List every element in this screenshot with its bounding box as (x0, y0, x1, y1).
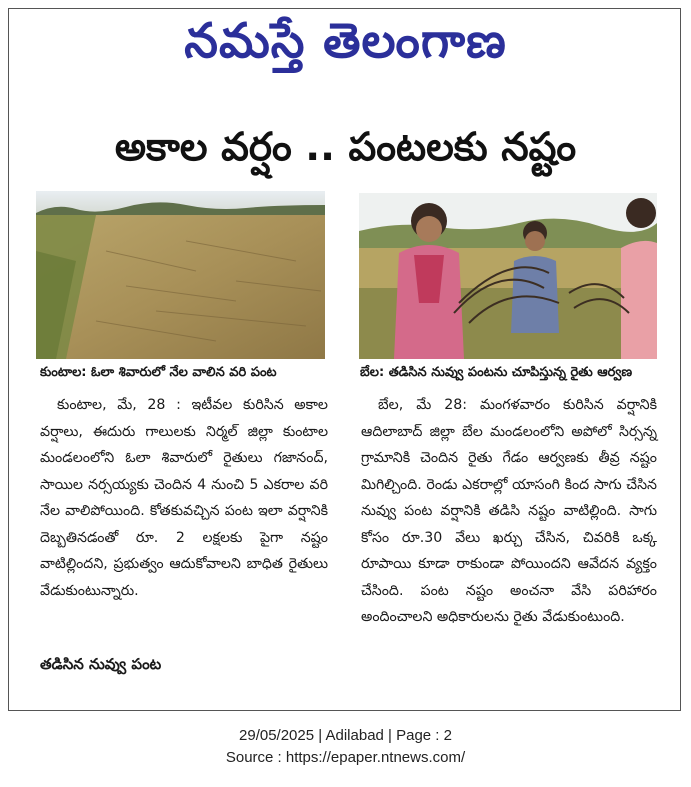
photo-farmer-sesame (359, 193, 657, 359)
photo-caption-right: బేల: తడిసిన నువ్వు పంటను చూపిస్తున్న రైతు ఆర్వణ (360, 365, 633, 380)
left-article-paragraph: కుంటాల, మే, 28 : ఇటీవల కురిసిన అకాల వర్షాలు, ఈదురు గాలులకు నిర్మల్ జిల్లా కుంటాల మండలంలోని ఓలా శివారులో రైతులు గజానంద్, సాయిల నర్సయ్యకు చెందిన 4 నుంచి 5 ఎకరాల వరి నేల వాలిపోయింది. కోతకువచ్చిన పంట ఇలా వర్షానికి దెబ్బతినడంతో రూ. 2 లక్షలకు పైగా నష్టం వాటిల్లిందని, ప్రభుత్వం ఆదుకోవాలని బాధిత రైతులు వేడుకుంటున్నారు. (40, 397, 328, 599)
footer-source: Source : https://epaper.ntnews.com/ (225, 749, 466, 766)
photo-caption-left: కుంటాల: ఓలా శివారులో నేల వాలిన వరి పంట (40, 365, 277, 380)
headline: అకాల వర్షం .. పంటలకు నష్టం (114, 125, 577, 170)
photo-flattened-paddy (36, 191, 325, 359)
footer-dateline: 29/05/2025 | Adilabad | Page : 2 (239, 727, 452, 744)
masthead-logo: నమస్తే తెలంగాణ (184, 13, 507, 69)
right-article-paragraph: బేల, మే 28: మంగళవారం కురిసిన వర్షానికి ఆదిలాబాద్ జిల్లా బేల మండలంలోని అపోలో సిర్సన్న గ్రామానికి చెందిన రైతు గేడం ఆర్వణకు తీవ్ర నష్టం మిగిల్చింది. రెండు ఎకరాల్లో యాసంగి కింద సాగు చేసిన నువ్వు పంట వర్షానికి తడిసి నష్టం వాటిల్లింది. సాగు కోసం రూ.30 వేలు ఖర్చు చేసిన, చివరికి ఒక్క రూపాయి కూడా రాకుండా పోయిందని ఆవేదన వ్యక్తం చేసింది. పంట నష్టం అంచనా వేసి పరిహారం అందించాలని అధికారులను రైతు వేడుకుంటుంది. (361, 397, 657, 625)
left-column-subhead: తడిసిన నువ్వు పంట (40, 655, 162, 673)
left-column-body (40, 392, 328, 604)
right-column-body (361, 392, 657, 631)
